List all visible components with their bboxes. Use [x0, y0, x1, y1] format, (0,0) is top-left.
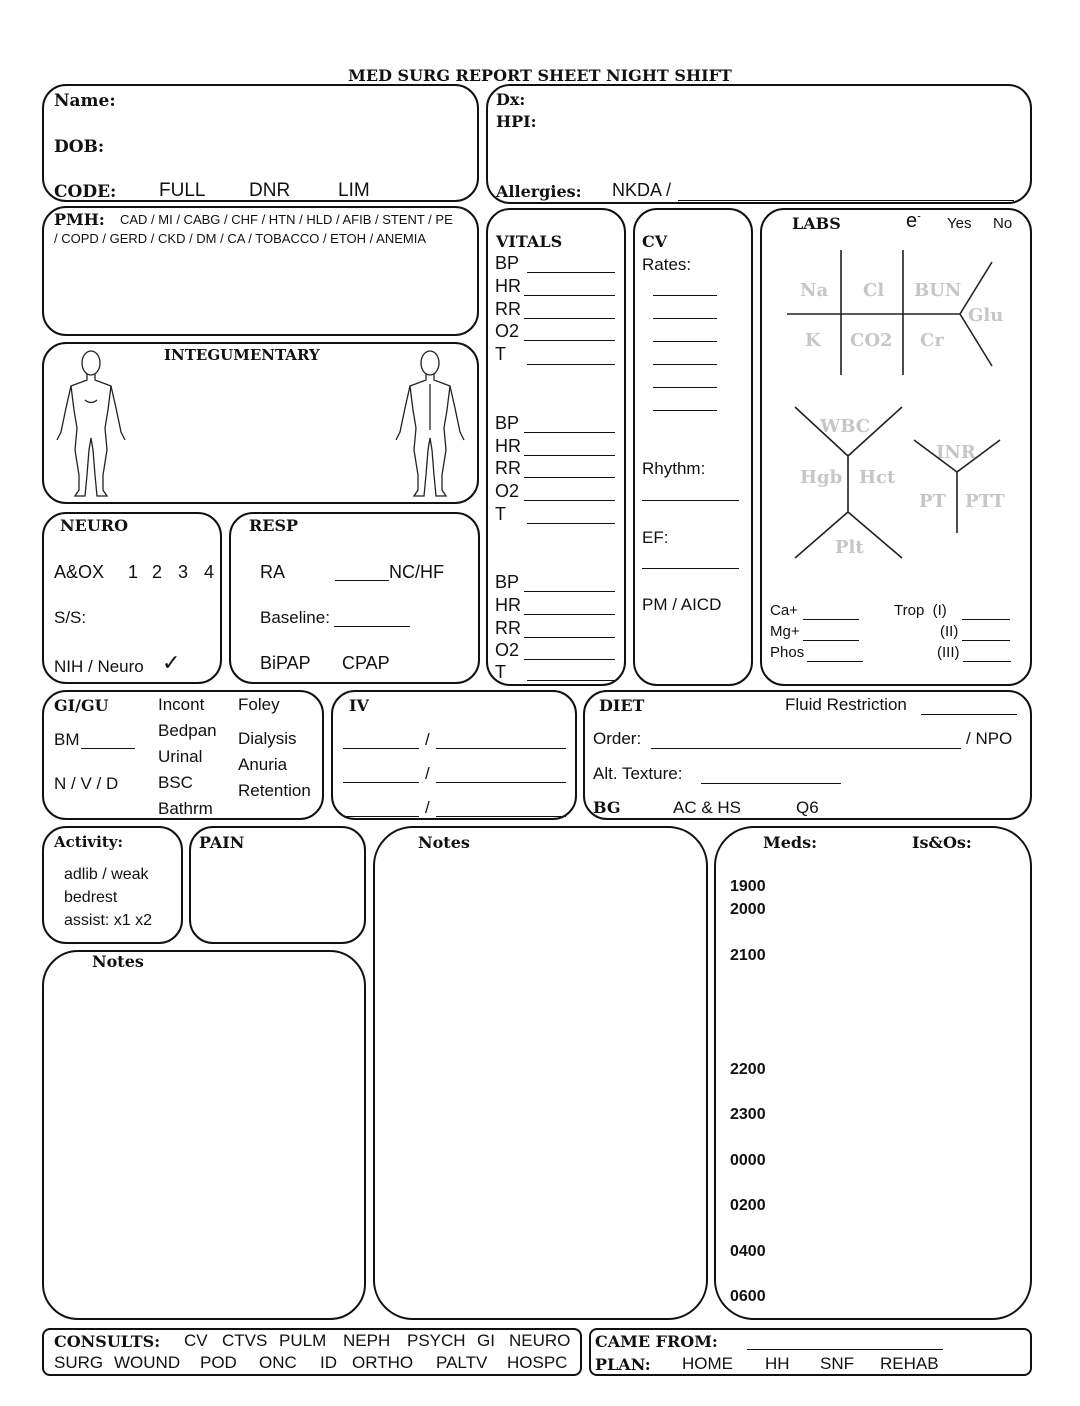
lab-ptt: PTT	[965, 491, 1005, 512]
vital-line[interactable]	[527, 272, 615, 273]
activity-line2[interactable]: bedrest	[64, 889, 118, 906]
rate-line[interactable]	[653, 318, 717, 319]
vital-line[interactable]	[524, 318, 615, 319]
patient-box	[42, 84, 479, 202]
vital-rr: RR	[495, 299, 521, 319]
iv-box	[331, 690, 577, 820]
iv-line[interactable]	[436, 782, 566, 783]
gigu-label: GI/GU	[54, 696, 109, 715]
consult-wound[interactable]: WOUND	[114, 1353, 181, 1372]
trop-1: (I)	[932, 602, 947, 619]
iv-line[interactable]	[343, 748, 419, 749]
consults-label: CONSULTS:	[54, 1332, 161, 1351]
plan-hh[interactable]: HH	[765, 1354, 790, 1373]
baseline-line[interactable]	[334, 626, 410, 627]
aox-1[interactable]: 1	[128, 562, 139, 582]
meds-label: Meds:	[763, 833, 817, 852]
diet-label: DIET	[599, 696, 645, 715]
vital-line[interactable]	[524, 340, 615, 341]
iv-slash: /	[425, 730, 430, 749]
lab-phos: Phos	[770, 644, 805, 661]
came-from-line[interactable]	[747, 1349, 943, 1350]
activity-box	[42, 826, 183, 944]
med-time: 0600	[730, 1288, 766, 1305]
lab-trop-3: (III)	[937, 644, 960, 661]
notes-left-box[interactable]	[42, 950, 366, 1320]
aox-2[interactable]: 2	[152, 562, 163, 582]
vital-hr: HR	[495, 595, 521, 615]
lab-hgb: Hgb	[800, 467, 843, 488]
nih-label: NIH / Neuro	[54, 657, 144, 676]
trop-line[interactable]	[962, 619, 1010, 620]
ef-line[interactable]	[642, 568, 739, 569]
bm-line[interactable]	[81, 748, 135, 749]
alt-texture-label: Alt. Texture:	[593, 764, 683, 783]
vital-line[interactable]	[527, 523, 615, 524]
vital-t: T	[495, 504, 506, 524]
gu-anuria[interactable]: Anuria	[238, 755, 288, 774]
gi-bedpan[interactable]: Bedpan	[158, 721, 217, 740]
vital-t: T	[495, 344, 506, 364]
consult-pulm[interactable]: PULM	[279, 1331, 327, 1350]
plan-rehab[interactable]: REHAB	[880, 1354, 939, 1373]
labs-yes[interactable]: Yes	[947, 215, 972, 232]
order-line[interactable]	[651, 748, 961, 749]
gi-bsc[interactable]: BSC	[158, 773, 193, 792]
rate-line[interactable]	[653, 295, 717, 296]
baseline-label: Baseline:	[260, 608, 330, 627]
cv-label: CV	[642, 232, 668, 251]
lab-pt: PT	[919, 491, 946, 512]
nkda-option[interactable]: NKDA /	[612, 180, 672, 200]
e-label	[906, 210, 921, 233]
vital-t: T	[495, 662, 506, 682]
vital-o2: O2	[495, 640, 520, 660]
lab-plt: Plt	[835, 537, 864, 558]
cv-rates-label: Rates:	[642, 255, 692, 274]
bm-label: BM	[54, 730, 80, 749]
consult-gi[interactable]: GI	[477, 1331, 495, 1350]
consult-neph[interactable]: NEPH	[343, 1331, 391, 1350]
vital-line[interactable]	[524, 500, 615, 501]
code-dnr[interactable]: DNR	[249, 180, 291, 201]
code-lim[interactable]: LIM	[338, 180, 370, 201]
ss-label: S/S:	[54, 608, 87, 627]
vital-o2: O2	[495, 321, 520, 341]
nvd-label[interactable]: N / V / D	[54, 774, 119, 793]
med-time: 0400	[730, 1243, 766, 1260]
vital-bp: BP	[495, 253, 520, 273]
gi-bathrm[interactable]: Bathrm	[158, 799, 213, 818]
lab-inr: INR	[936, 442, 976, 463]
ca-line[interactable]	[803, 619, 859, 620]
npo-option[interactable]: / NPO	[966, 729, 1013, 748]
vital-line[interactable]	[524, 659, 615, 660]
activity-line1[interactable]: adlib / weak	[64, 866, 149, 883]
dx-box	[486, 84, 1032, 204]
allergies-label: Allergies:	[496, 182, 582, 201]
e-text: e	[906, 210, 918, 232]
came-from-box	[589, 1328, 1032, 1376]
consult-ortho[interactable]: ORTHO	[352, 1353, 414, 1372]
lab-cr: Cr	[920, 330, 944, 351]
page-title: MED SURG REPORT SHEET NIGHT SHIFT	[348, 66, 732, 85]
activity-line3[interactable]: assist: x1 x2	[64, 912, 153, 929]
activity-label: Activity:	[54, 833, 123, 851]
med-time: 2000	[730, 901, 766, 918]
integumentary-label: INTEGUMENTARY	[164, 346, 320, 364]
notes-middle-label: Notes	[418, 833, 470, 852]
lab-ca: Ca+	[770, 602, 798, 619]
gigu-box	[42, 690, 324, 820]
code-label: CODE:	[54, 182, 117, 202]
med-time: 0000	[730, 1152, 766, 1169]
lab-hct: Hct	[859, 467, 896, 488]
dob-label: DOB:	[54, 137, 105, 157]
gu-retention[interactable]: Retention	[238, 781, 311, 800]
vital-line[interactable]	[524, 637, 615, 638]
consult-id[interactable]: ID	[320, 1353, 337, 1372]
lab-trop	[894, 602, 947, 619]
consult-paltv[interactable]: PALTV	[436, 1353, 488, 1372]
gu-dialysis[interactable]: Dialysis	[238, 729, 297, 748]
pain-box	[189, 826, 366, 944]
cv-rhythm-label: Rhythm:	[642, 459, 706, 478]
plan-home[interactable]: HOME	[682, 1354, 733, 1373]
lab-wbc: WBC	[820, 416, 871, 437]
vital-o2: O2	[495, 481, 520, 501]
rate-line[interactable]	[653, 387, 717, 388]
hpi-label: HPI:	[496, 112, 537, 131]
vital-line[interactable]	[524, 614, 615, 615]
resp-cpap[interactable]: CPAP	[342, 653, 390, 673]
resp-box	[229, 512, 480, 684]
rate-line[interactable]	[653, 410, 717, 411]
iv-label: IV	[349, 696, 369, 715]
meds-box	[714, 826, 1032, 1320]
vital-hr: HR	[495, 276, 521, 296]
aox-3[interactable]: 3	[178, 562, 189, 582]
iv-slash: /	[425, 798, 430, 817]
iv-line[interactable]	[343, 782, 419, 783]
lab-k: K	[805, 330, 821, 351]
consult-ctvs[interactable]: CTVS	[222, 1331, 268, 1350]
resp-nchf[interactable]: NC/HF	[389, 562, 444, 582]
consult-psych[interactable]: PSYCH	[407, 1331, 466, 1350]
med-time: 0200	[730, 1197, 766, 1214]
fluid-restriction-label: Fluid Restriction	[785, 695, 907, 714]
med-time: 2300	[730, 1106, 766, 1123]
resp-bipap[interactable]: BiPAP	[260, 653, 311, 673]
cv-box	[633, 208, 753, 686]
io-label: Is&Os:	[912, 833, 972, 852]
vital-line[interactable]	[527, 680, 615, 681]
dx-label: Dx:	[496, 90, 526, 109]
trop-line[interactable]	[963, 661, 1011, 662]
check-icon[interactable]: ✓	[162, 650, 181, 675]
pmh-list-line1: CAD / MI / CABG / CHF / HTN / HLD / AFIB / STENT / PE	[120, 212, 453, 227]
trop-label: Trop	[894, 602, 925, 619]
alt-texture-line[interactable]	[701, 783, 841, 784]
cv-pm-aicd[interactable]: PM / AICD	[642, 595, 722, 614]
consult-surg[interactable]: SURG	[54, 1353, 104, 1372]
e-superscript: -	[917, 210, 921, 223]
lab-glu: Glu	[968, 305, 1004, 326]
vital-line[interactable]	[524, 591, 615, 592]
pain-label: PAIN	[199, 833, 245, 852]
plan-snf[interactable]: SNF	[820, 1354, 854, 1373]
lab-na: Na	[800, 280, 829, 301]
gu-foley[interactable]: Foley	[238, 695, 280, 714]
resp-ra[interactable]: RA	[260, 562, 286, 582]
vital-rr: RR	[495, 458, 521, 478]
consult-hospc[interactable]: HOSPC	[507, 1353, 568, 1372]
mg-line[interactable]	[803, 640, 859, 641]
gi-urinal[interactable]: Urinal	[158, 747, 203, 766]
pmh-list-line2: / COPD / GERD / CKD / DM / CA / TOBACCO / ETOH / ANEMIA	[54, 231, 427, 246]
iv-slash: /	[425, 764, 430, 783]
neuro-label: NEURO	[60, 516, 129, 535]
bg-achs[interactable]: AC & HS	[673, 798, 742, 817]
code-full[interactable]: FULL	[159, 180, 206, 201]
lab-cl: Cl	[863, 280, 885, 301]
rate-line[interactable]	[653, 364, 717, 365]
labs-box	[760, 208, 1032, 686]
vitals-label: VITALS	[496, 232, 563, 251]
vital-line[interactable]	[524, 295, 615, 296]
consult-cv[interactable]: CV	[184, 1331, 208, 1350]
neuro-box	[42, 512, 222, 684]
vital-line[interactable]	[524, 432, 615, 433]
med-time: 2200	[730, 1061, 766, 1078]
labs-label: LABS	[792, 214, 841, 233]
iv-line[interactable]	[436, 816, 566, 817]
consults-box	[42, 1328, 582, 1376]
bg-label: BG	[593, 798, 621, 817]
fluid-line[interactable]	[921, 714, 1017, 715]
gi-incont[interactable]: Incont	[158, 695, 205, 714]
notes-middle-box[interactable]	[373, 826, 708, 1320]
bg-q6[interactable]: Q6	[796, 798, 819, 817]
rhythm-line[interactable]	[642, 500, 739, 501]
lab-trop-2: (II)	[940, 623, 959, 640]
rate-line[interactable]	[653, 341, 717, 342]
labs-no[interactable]: No	[993, 215, 1013, 232]
vital-line[interactable]	[527, 364, 615, 365]
vital-rr: RR	[495, 618, 521, 638]
integumentary-box	[42, 342, 479, 504]
allergies-line[interactable]	[678, 200, 1014, 201]
plan-label: PLAN:	[595, 1355, 651, 1374]
med-time: 2100	[730, 947, 766, 964]
vital-hr: HR	[495, 436, 521, 456]
vital-line[interactable]	[524, 455, 615, 456]
resp-label: RESP	[249, 516, 299, 535]
notes-left-label: Notes	[92, 952, 144, 971]
diet-box	[583, 690, 1032, 820]
name-label: Name:	[54, 91, 116, 111]
iv-line[interactable]	[343, 816, 419, 817]
vital-bp: BP	[495, 413, 520, 433]
consult-neuro[interactable]: NEURO	[509, 1331, 571, 1350]
came-from-label: CAME FROM:	[595, 1332, 718, 1351]
lab-co2: CO2	[850, 330, 893, 351]
phos-line[interactable]	[807, 661, 863, 662]
consult-pod[interactable]: POD	[200, 1353, 237, 1372]
aox-4[interactable]: 4	[204, 562, 215, 582]
iv-line[interactable]	[436, 748, 566, 749]
vital-line[interactable]	[524, 477, 615, 478]
cv-ef-label: EF:	[642, 528, 669, 547]
pmh-box	[42, 206, 479, 336]
order-label: Order:	[593, 729, 642, 748]
med-time: 1900	[730, 878, 766, 895]
aox-label: A&OX	[54, 562, 105, 582]
trop-line[interactable]	[962, 640, 1010, 641]
pmh-label: PMH:	[54, 210, 105, 229]
lab-mg: Mg+	[770, 623, 800, 640]
consult-onc[interactable]: ONC	[259, 1353, 297, 1372]
vital-bp: BP	[495, 572, 520, 592]
nchf-line[interactable]	[335, 580, 389, 581]
lab-bun: BUN	[914, 280, 962, 301]
